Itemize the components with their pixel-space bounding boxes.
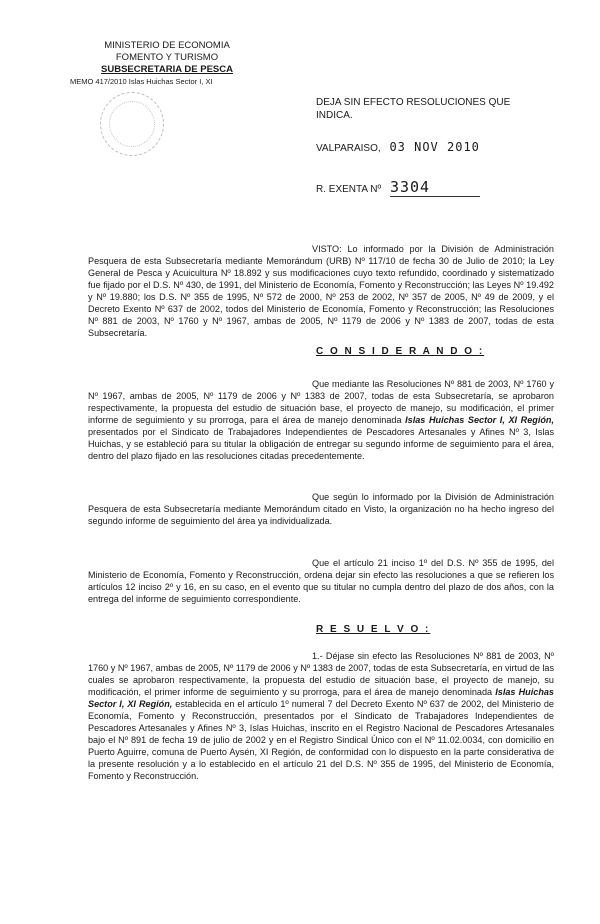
- considerando-heading: C O N S I D E R A N D O :: [316, 346, 485, 357]
- ministry-name-2: FOMENTO Y TURISMO: [115, 52, 219, 63]
- ministry-name: MINISTERIO DE ECONOMIA: [104, 40, 230, 51]
- considerando-3: Que el artículo 21 inciso 1º del D.S. Nº 355 de 1995, del Ministerio de Economía, Fomento y Reconstrucción, ordena dejar sin efecto las resoluciones a que se refieren los artículos 12 inciso 2º y 16, en su caso, en el evento que su titular no cumpla dentro del plazo de dos años, con la entrega del informe de seguimiento correspondiente.: [88, 558, 554, 604]
- memo-reference: MEMO 417/2010 Islas Huichas Sector I, XI: [70, 77, 213, 86]
- area-name-2: Islas Huichas Sector I, XI Región,: [88, 687, 554, 709]
- resuelvo-1: 1.- Déjase sin efecto las Resoluciones Nº 881 de 2003, Nº 1760 y Nº 1967, ambas de 2005, Nº 1179 de 2006 y Nº 1383 de 2007, todas de esta Subsecretaría, en virtud de las cuales se aprobaron respectivamente, la propuesta del estudio de situación base, el proyecto de manejo, su modificación, el primer informe de seguimiento y su prorroga, para el área de manejo denominada Islas Huichas Sector I, XI Región, establecida en el artículo 1º numeral 7 del Decreto Exento Nº 637 de 2002, del Ministerio de Economía, Fomento y Reconstrucción, presentados por el Sindicato de Trabajadores Independientes de Pescadores Artesanales y Afines Nº 3, Islas Huichas, inscrito en el Registro Nacional de Pescadores Artesanales bajo el Nº 891 de fecha 19 de julio de 2002 y en el Registro Sindical Único con el Nº 11.02.0034, con domicilio en Puerto Aguirre, comuna de Puerto Aysén, XI Región, de conformidad con lo dispuesto en la parte considerativa de la presente resolución y a lo establecido en el artículo 21 del D.S. Nº 355 de 1995, del Ministerio de Economía, Fomento y Reconstrucción.: [88, 651, 554, 781]
- resolution-number: [316, 178, 480, 197]
- visto-label: VISTO:: [312, 244, 342, 254]
- area-name: Islas Huichas Sector I, XI Región,: [405, 415, 554, 425]
- exenta-number: 3304: [390, 178, 480, 197]
- considerando-2: Que según lo informado por la División de Administración Pesquera de esta Subsecretaría mediante Memorándum citado en Visto, la organización no ha hecho ingreso del segundo informe de seguimiento del área ya individualizada.: [88, 492, 554, 526]
- resuelvo-heading: R E S U E L V O :: [316, 624, 431, 635]
- place: VALPARAISO,: [316, 143, 381, 154]
- subsecretaria-name: SUBSECRETARIA DE PESCA: [101, 64, 233, 75]
- visto-text: Lo informado por la División de Administración Pesquera de esta Subsecretaría mediante Memorándum (URB) Nº 117/10 de fecha 30 de Julio de 2010; la Ley General de Pesca y Acuicultura Nº 18.892 y sus modificaciones cuyo texto refundido, coordinado y sistematizado fue fijado por el D.S. Nº 430, de 1991, del Ministerio de Economía, Fomento y Reconstrucción; las Leyes Nº 19.492 y Nº 19.880; los D.S. Nº 355 de 1995, Nº 572 de 2000, Nº 253 de 2002, Nº 357 de 2005, Nº 49 de 2009, y el Decreto Exento Nº 637 de 2002, todos del Ministerio de Economía, Fomento y Reconstrucción; las Resoluciones Nº 881 de 2003, Nº 1760 y Nº 1967, ambas de 2005, Nº 1179 de 2006 y Nº 1383 de 2007, todas de esta Subsecretaría.: [88, 244, 554, 338]
- date-stamp: 03 NOV 2010: [389, 140, 480, 154]
- letterhead: [72, 40, 262, 88]
- place-and-date: [316, 140, 480, 154]
- official-seal-stamp: [100, 92, 164, 156]
- exenta-label: R. EXENTA Nº: [316, 184, 382, 195]
- visto-section: [88, 243, 554, 339]
- document-subject: DEJA SIN EFECTO RESOLUCIONES QUE INDICA.: [316, 97, 511, 121]
- considerando-1: Que mediante las Resoluciones Nº 881 de 2003, Nº 1760 y Nº 1967, ambas de 2005, Nº 1179 de 2006 y Nº 1383 de 2007, todas de esta Subsecretaría, se aprobaron respectivamente, la propuesta del estudio de situación base, el proyecto de manejo, su modificación, el primer informe de seguimiento y su prorroga, para el área de manejo denominada Islas Huichas Sector I, XI Región, presentados por el Sindicato de Trabajadores Independientes de Pescadores Artesanales y Afines Nº 3, Islas Huichas, y se estableció para su titular la obligación de entregar su segundo informe de seguimiento para el área, dentro del plazo fijado en las resoluciones citadas precedentemente.: [88, 379, 554, 461]
